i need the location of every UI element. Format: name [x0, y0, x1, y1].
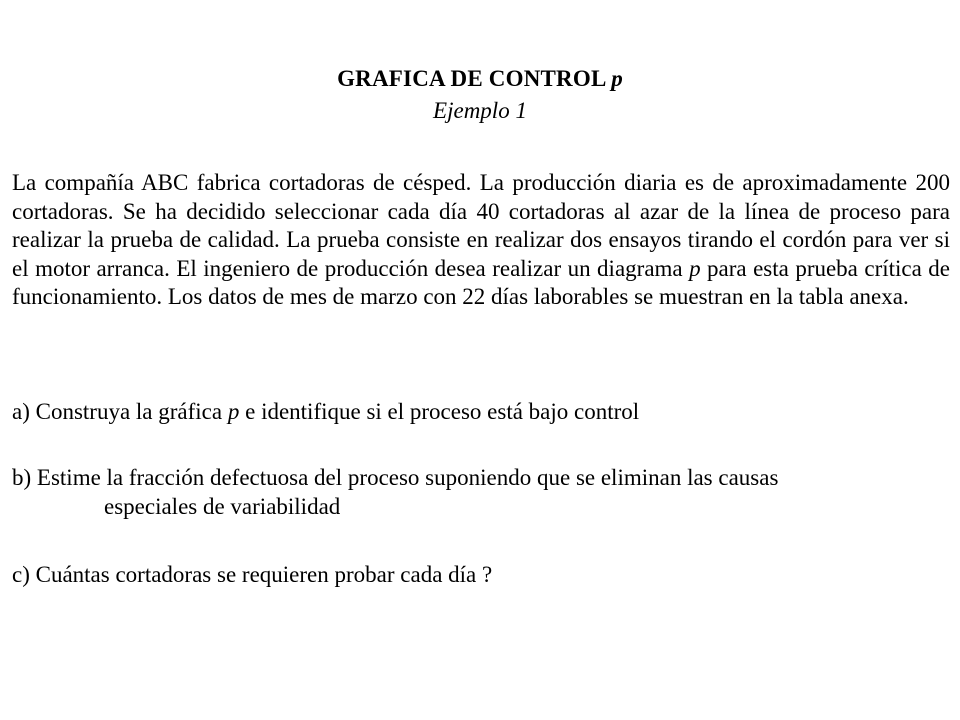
page-title: [0, 64, 960, 94]
problem-variable-p: p: [689, 255, 701, 281]
title-variable-p: p: [611, 66, 623, 91]
title-text: GRAFICA DE CONTROL: [337, 66, 612, 91]
page-subtitle: Ejemplo 1: [433, 98, 527, 123]
question-a-variable-p: p: [227, 399, 240, 424]
question-a-part1: a) Construya la gráfica: [12, 399, 228, 424]
question-b: [12, 464, 950, 521]
question-c: c) Cuántas cortadoras se requieren probar cada día ?: [12, 562, 493, 587]
question-b-line2: especiales de variabilidad: [104, 493, 341, 519]
question-a-part2: e identifique si el proceso está bajo control: [239, 399, 640, 424]
problem-text-part2: para esta prueba crítica de funcionamiento. Los datos de mes de marzo con 22 días laborables se muestran en la tabla anexa.: [12, 255, 950, 310]
question-b-line1: b) Estime la fracción defectuosa del proceso suponiendo que se eliminan las causas: [12, 465, 779, 490]
question-a: [12, 398, 950, 427]
problem-paragraph: [12, 169, 950, 312]
problem-text-part1: La compañía ABC fabrica cortadoras de césped. La producción diaria es de aproximadamente 200 cortadoras. Se ha decidido seleccionar cada día 40 cortadoras al azar de la línea de proceso para realizar la prueba de calidad. La prueba consiste en realizar dos ensayos tirando el cordón para ver si el motor arranca. El ingeniero de producción desea realizar un diagrama: [12, 170, 950, 281]
